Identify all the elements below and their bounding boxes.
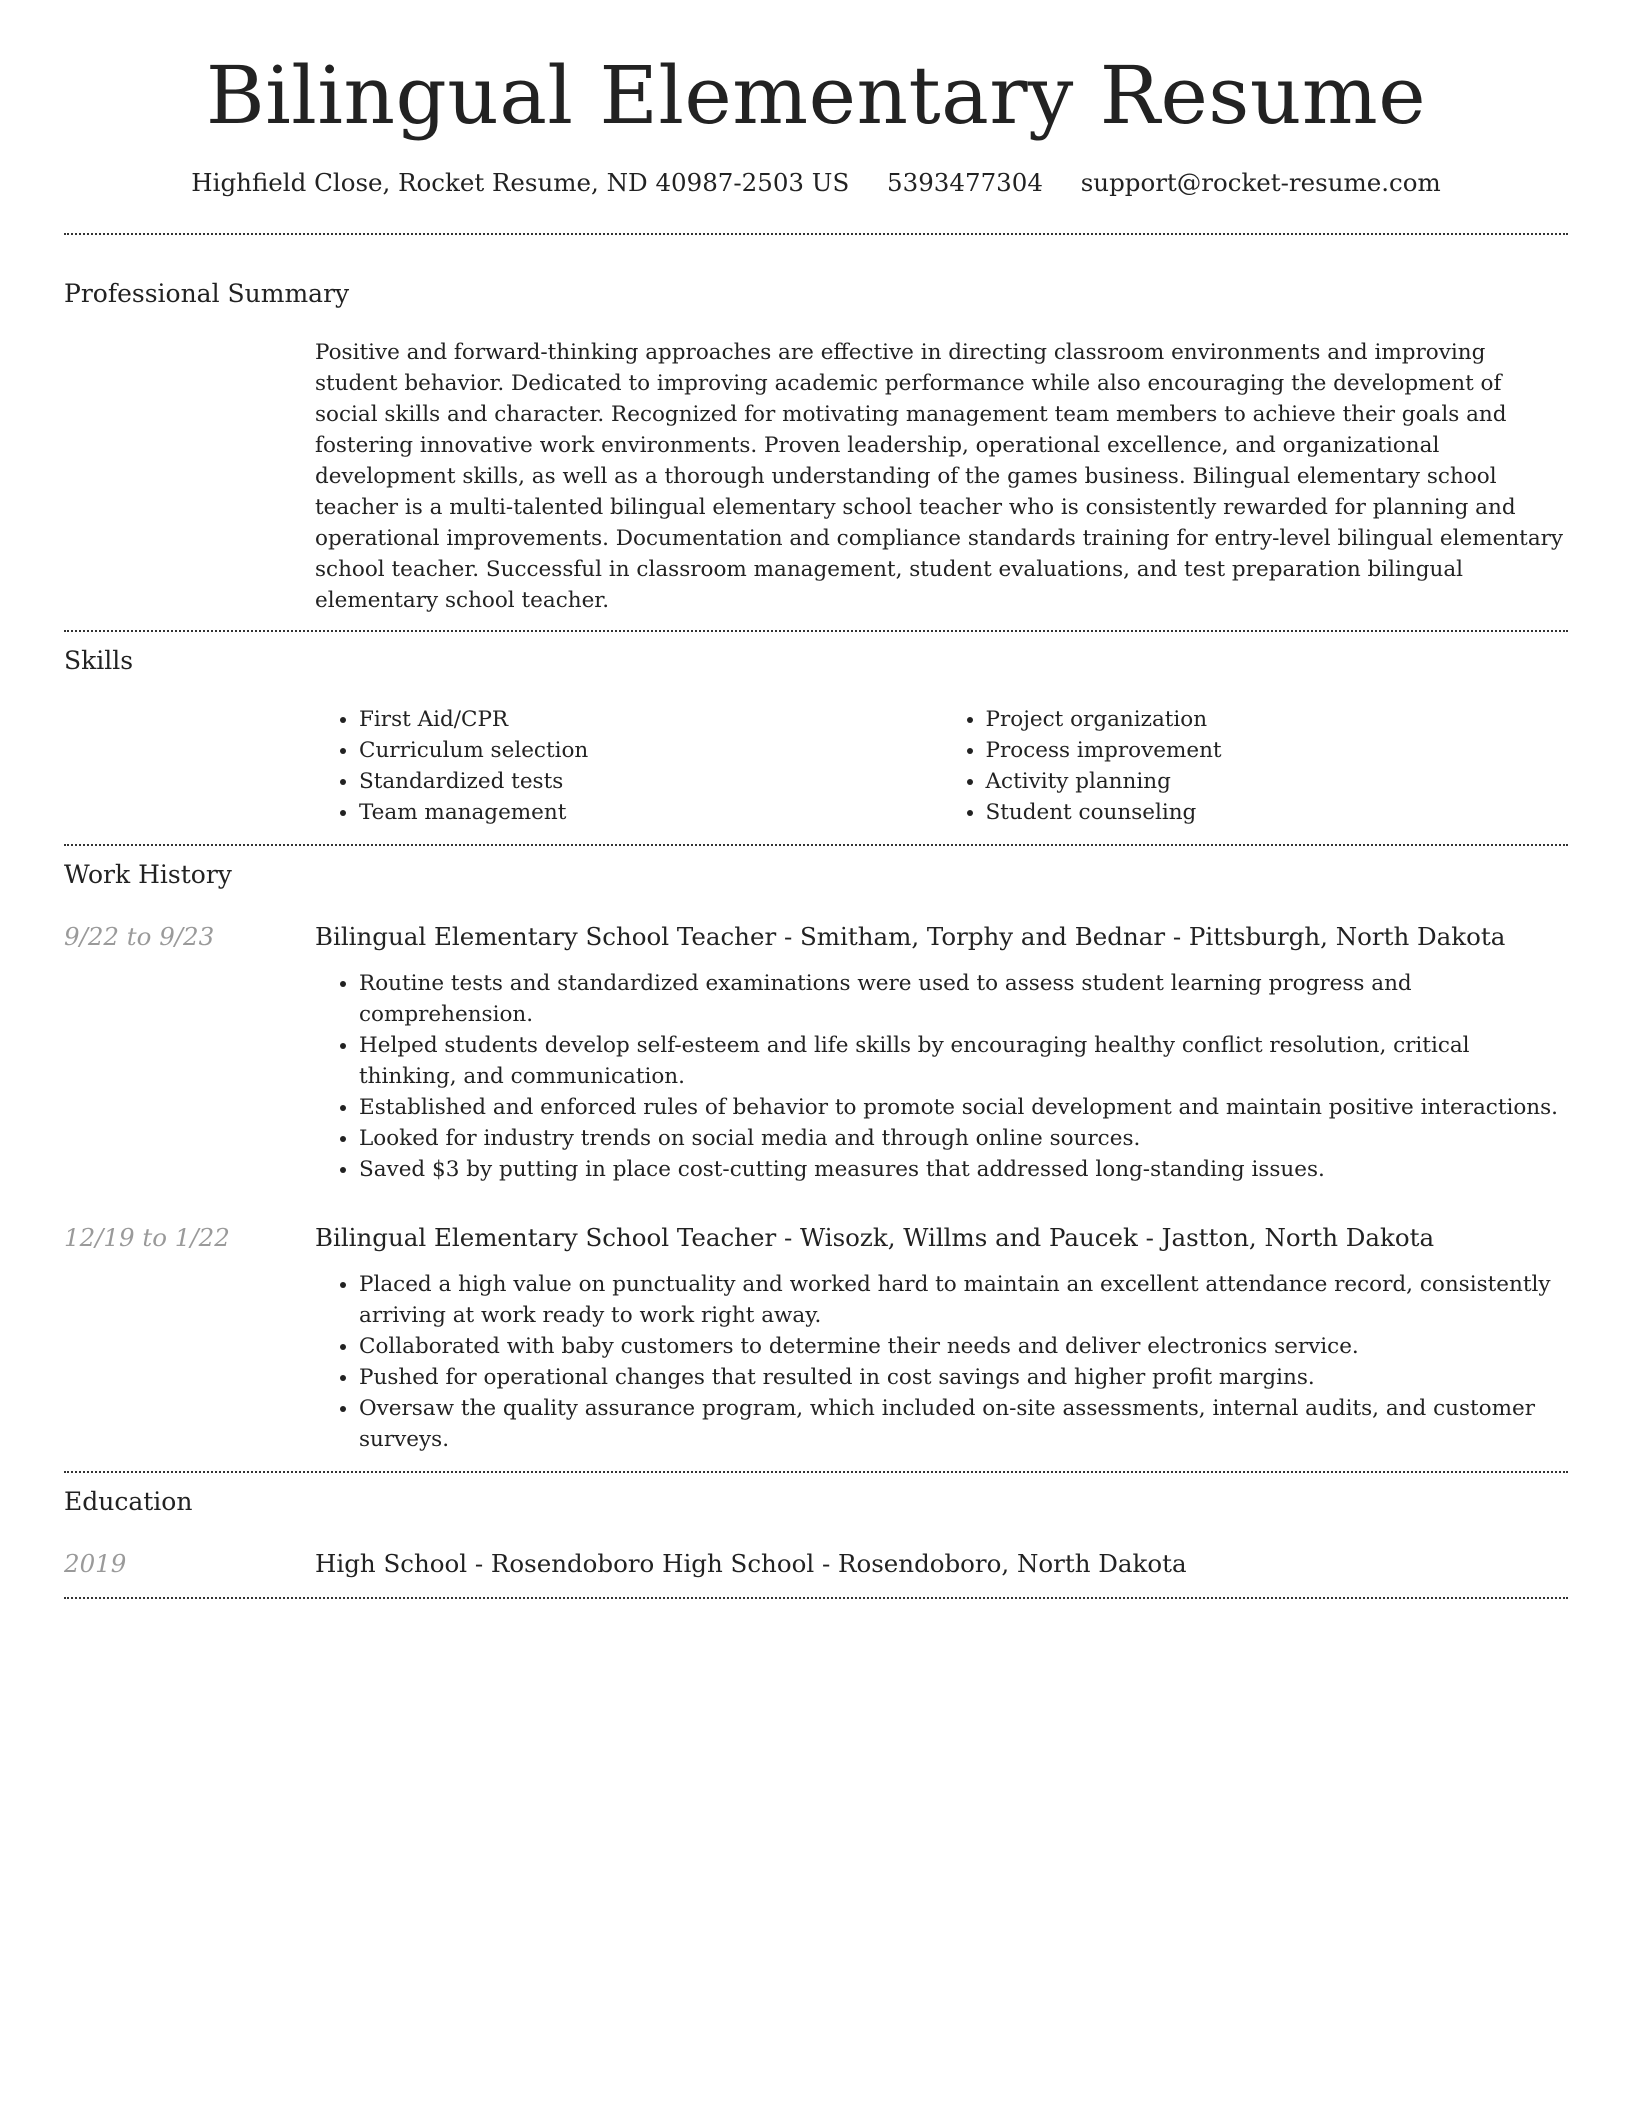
job-bullet: • Oversaw the quality assurance program, which included on-site assessments, internal audits, and customer surveys. xyxy=(359,1393,1568,1455)
work-history-heading: Work History xyxy=(64,860,232,890)
job-bullet: • Saved $3 by putting in place cost-cutting measures that addressed long-standing issues. xyxy=(359,1154,1568,1185)
skill-item: • Process improvement xyxy=(986,735,1569,766)
education-heading: Education xyxy=(64,1487,193,1517)
job-title: Bilingual Elementary School Teacher - Smitham, Torphy and Bednar - Pittsburgh, North Dakota xyxy=(315,922,1506,952)
education-entry xyxy=(64,1547,1568,1597)
skill-item: • First Aid/CPR xyxy=(359,704,942,735)
job-entry xyxy=(64,1221,1568,1471)
job-title: Bilingual Elementary School Teacher - Wisozk, Willms and Paucek - Jastton, North Dakota xyxy=(315,1223,1435,1253)
contact-line xyxy=(64,168,1568,197)
resume-name: Bilingual Elementary Resume xyxy=(205,49,1427,142)
skills-column-left xyxy=(315,704,942,828)
job-bullet: • Helped students develop self-esteem and life skills by encouraging healthy conflict resolution, critical thinking, and communication. xyxy=(359,1030,1568,1092)
job-body xyxy=(315,920,1568,1185)
summary-text: Positive and forward-thinking approaches are effective in directing classroom environments and improving student behavior. Dedicated to improving academic performance while also encouraging the development of social skills and character. Recognized for motivating management team members to achieve their goals and fostering innovative work environments. Proven leadership, operational excellence, and organizational development skills, as well as a thorough understanding of the games business. Bilingual elementary school teacher is a multi-talented bilingual elementary school teacher who is consistently rewarded for planning and operational improvements. Documentation and compliance standards training for entry-level bilingual elementary school teacher. Successful in classroom management, student evaluations, and test preparation bilingual elementary school teacher. xyxy=(315,340,1564,614)
education-section xyxy=(64,1473,1568,1597)
job-body xyxy=(315,1221,1568,1455)
skill-item: • Standardized tests xyxy=(359,766,942,797)
job-bullets xyxy=(315,968,1568,1185)
work-history-section xyxy=(64,846,1568,1471)
skills-section xyxy=(64,632,1568,844)
job-bullet: • Routine tests and standardized examinations were used to assess student learning progress and comprehension. xyxy=(359,968,1568,1030)
skills-heading: Skills xyxy=(64,646,134,676)
section-divider xyxy=(64,1597,1568,1599)
summary-heading: Professional Summary xyxy=(64,279,350,309)
skills-column-right xyxy=(942,704,1569,828)
education-title: High School - Rosendoboro High School - Rosendoboro, North Dakota xyxy=(315,1549,1187,1579)
job-bullet: • Placed a high value on punctuality and worked hard to maintain an excellent attendance record, consistently arriving at work ready to work right away. xyxy=(359,1269,1568,1331)
skill-item: • Team management xyxy=(359,797,942,828)
contact-address: Highfield Close, Rocket Resume, ND 40987-2503 US xyxy=(191,168,850,197)
skills-grid xyxy=(315,704,1568,844)
summary-section xyxy=(64,235,1568,630)
skill-item: • Curriculum selection xyxy=(359,735,942,766)
job-date: 9/22 to 9/23 xyxy=(64,922,215,952)
education-date: 2019 xyxy=(64,1549,127,1579)
skill-item: • Student counseling xyxy=(986,797,1569,828)
resume-header xyxy=(64,0,1568,197)
job-bullets xyxy=(315,1269,1568,1455)
skill-item: • Project organization xyxy=(986,704,1569,735)
contact-phone: 5393477304 xyxy=(887,168,1043,197)
job-bullet: • Collaborated with baby customers to determine their needs and deliver electronics service. xyxy=(359,1331,1568,1362)
job-entry xyxy=(64,920,1568,1185)
skill-item: • Activity planning xyxy=(986,766,1569,797)
job-date: 12/19 to 1/22 xyxy=(64,1223,230,1253)
job-bullet: • Pushed for operational changes that resulted in cost savings and higher profit margins. xyxy=(359,1362,1568,1393)
contact-email: support@rocket-resume.com xyxy=(1080,168,1441,197)
job-bullet: • Established and enforced rules of behavior to promote social development and maintain positive interactions. xyxy=(359,1092,1568,1123)
job-bullet: • Looked for industry trends on social media and through online sources. xyxy=(359,1123,1568,1154)
